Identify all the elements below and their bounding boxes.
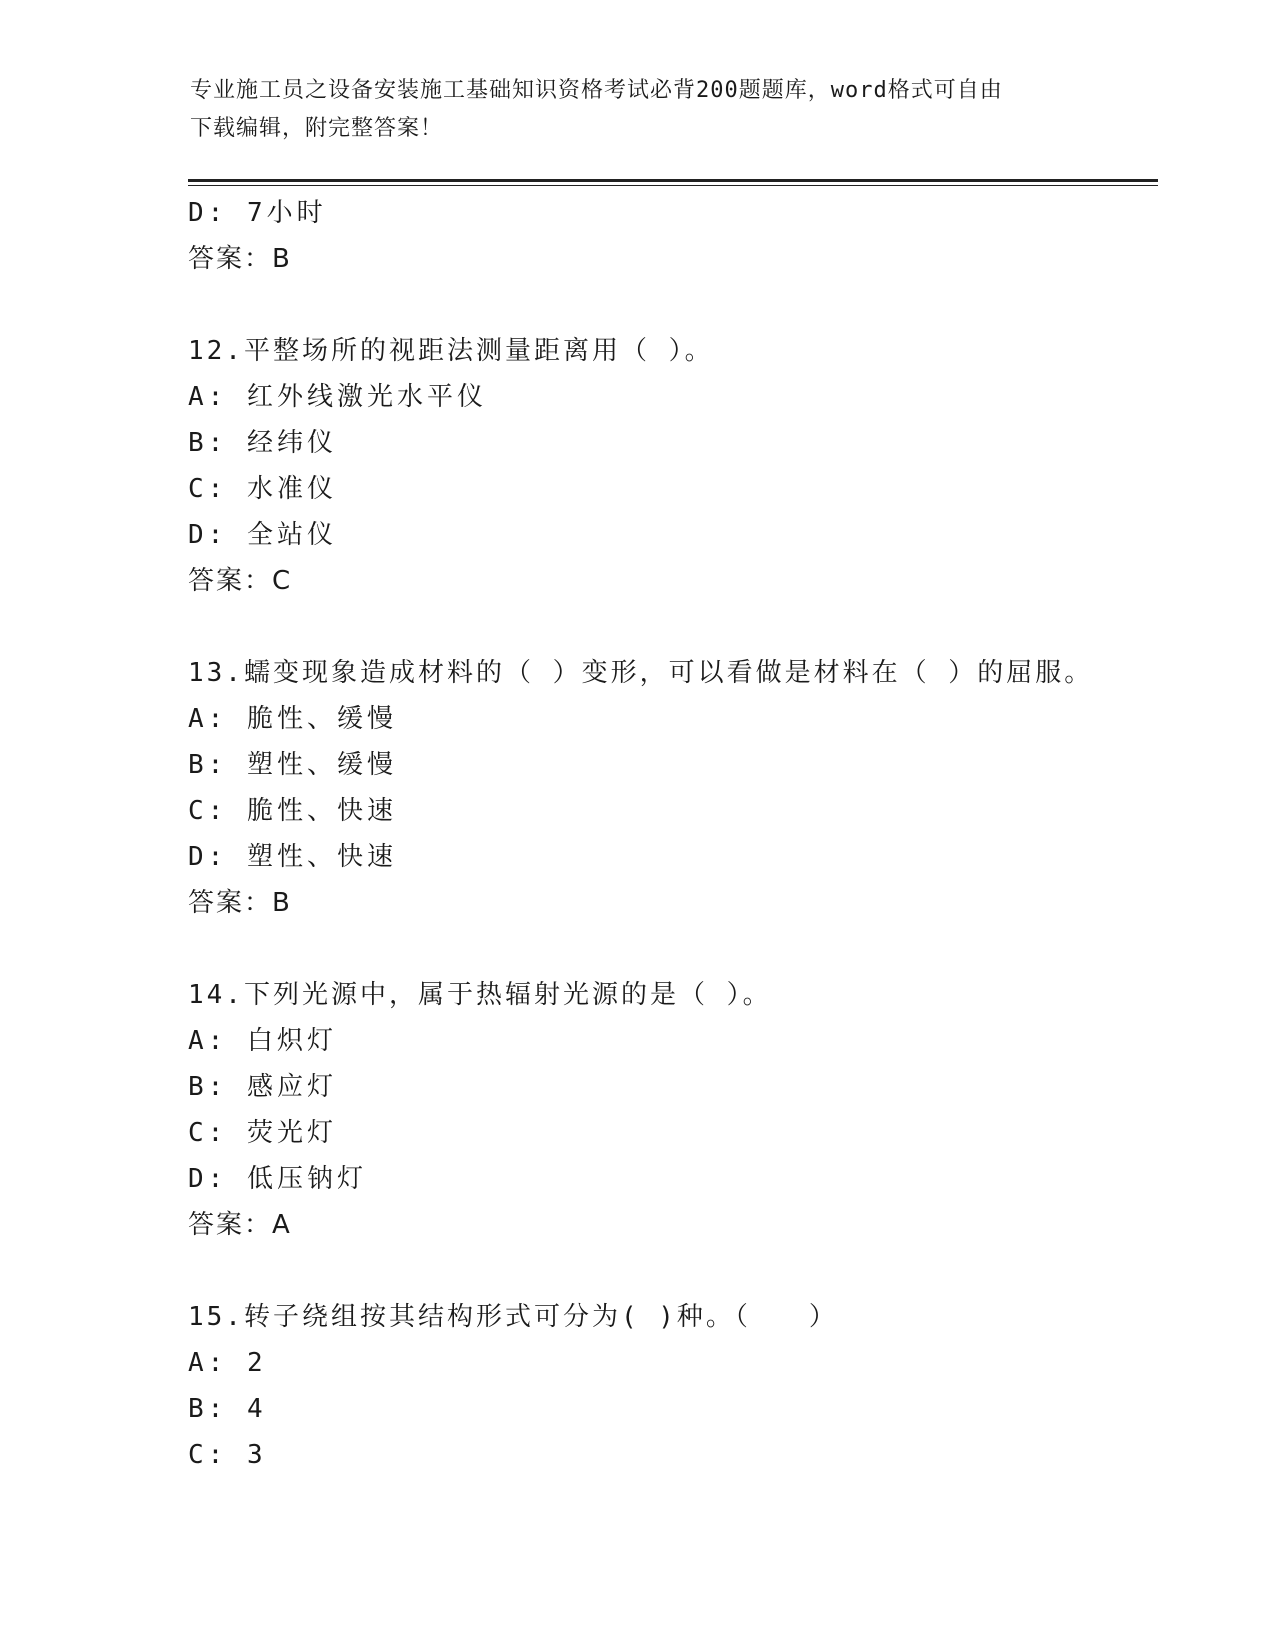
question-stem: 15.转子绕组按其结构形式可分为( )种。（ ） <box>188 1302 838 1332</box>
option-a: A: 2 <box>188 1348 267 1378</box>
option-d: D: 低压钠灯 <box>188 1164 367 1194</box>
option-a: A: 红外线激光水平仪 <box>188 382 487 412</box>
option-c: C: 水准仪 <box>188 474 337 504</box>
header-title-line-1: 专业施工员之设备安装施工基础知识资格考试必背200题题库，word格式可自由 <box>190 78 1003 103</box>
spacer <box>188 604 1178 650</box>
option-c: C: 荧光灯 <box>188 1118 337 1148</box>
question-stem: 12.平整场所的视距法测量距离用（ ）。 <box>188 336 714 366</box>
option-b: B: 塑性、缓慢 <box>188 750 397 780</box>
question-14 <box>188 972 1178 1248</box>
spacer <box>188 282 1178 328</box>
option-b: B: 感应灯 <box>188 1072 337 1102</box>
question-stem: 14.下列光源中，属于热辐射光源的是（ ）。 <box>188 980 772 1010</box>
option-a: A: 脆性、缓慢 <box>188 704 397 734</box>
option-c: C: 3 <box>188 1440 267 1470</box>
spacer <box>188 1248 1178 1294</box>
question-13 <box>188 650 1178 926</box>
document-header <box>190 72 1080 148</box>
option-b: B: 经纬仪 <box>188 428 337 458</box>
answer: 答案：B <box>188 888 292 918</box>
header-divider-thick <box>188 179 1158 182</box>
question-content <box>188 190 1178 1478</box>
header-divider-thin <box>188 185 1158 186</box>
option-c: C: 脆性、快速 <box>188 796 397 826</box>
question-12 <box>188 328 1178 604</box>
carry-over-answer: 答案：B <box>188 244 292 274</box>
spacer <box>188 926 1178 972</box>
answer: 答案：A <box>188 1210 292 1240</box>
option-d: D: 塑性、快速 <box>188 842 397 872</box>
option-a: A: 白炽灯 <box>188 1026 337 1056</box>
question-15 <box>188 1294 1178 1478</box>
carry-over-option-d: D: 7小时 <box>188 198 327 228</box>
header-title-line-2: 下载编辑，附完整答案！ <box>190 116 444 141</box>
answer: 答案：C <box>188 566 293 596</box>
option-d: D: 全站仪 <box>188 520 337 550</box>
question-stem: 13.蠕变现象造成材料的（ ）变形，可以看做是材料在（ ）的屈服。 <box>188 658 1094 688</box>
option-b: B: 4 <box>188 1394 267 1424</box>
